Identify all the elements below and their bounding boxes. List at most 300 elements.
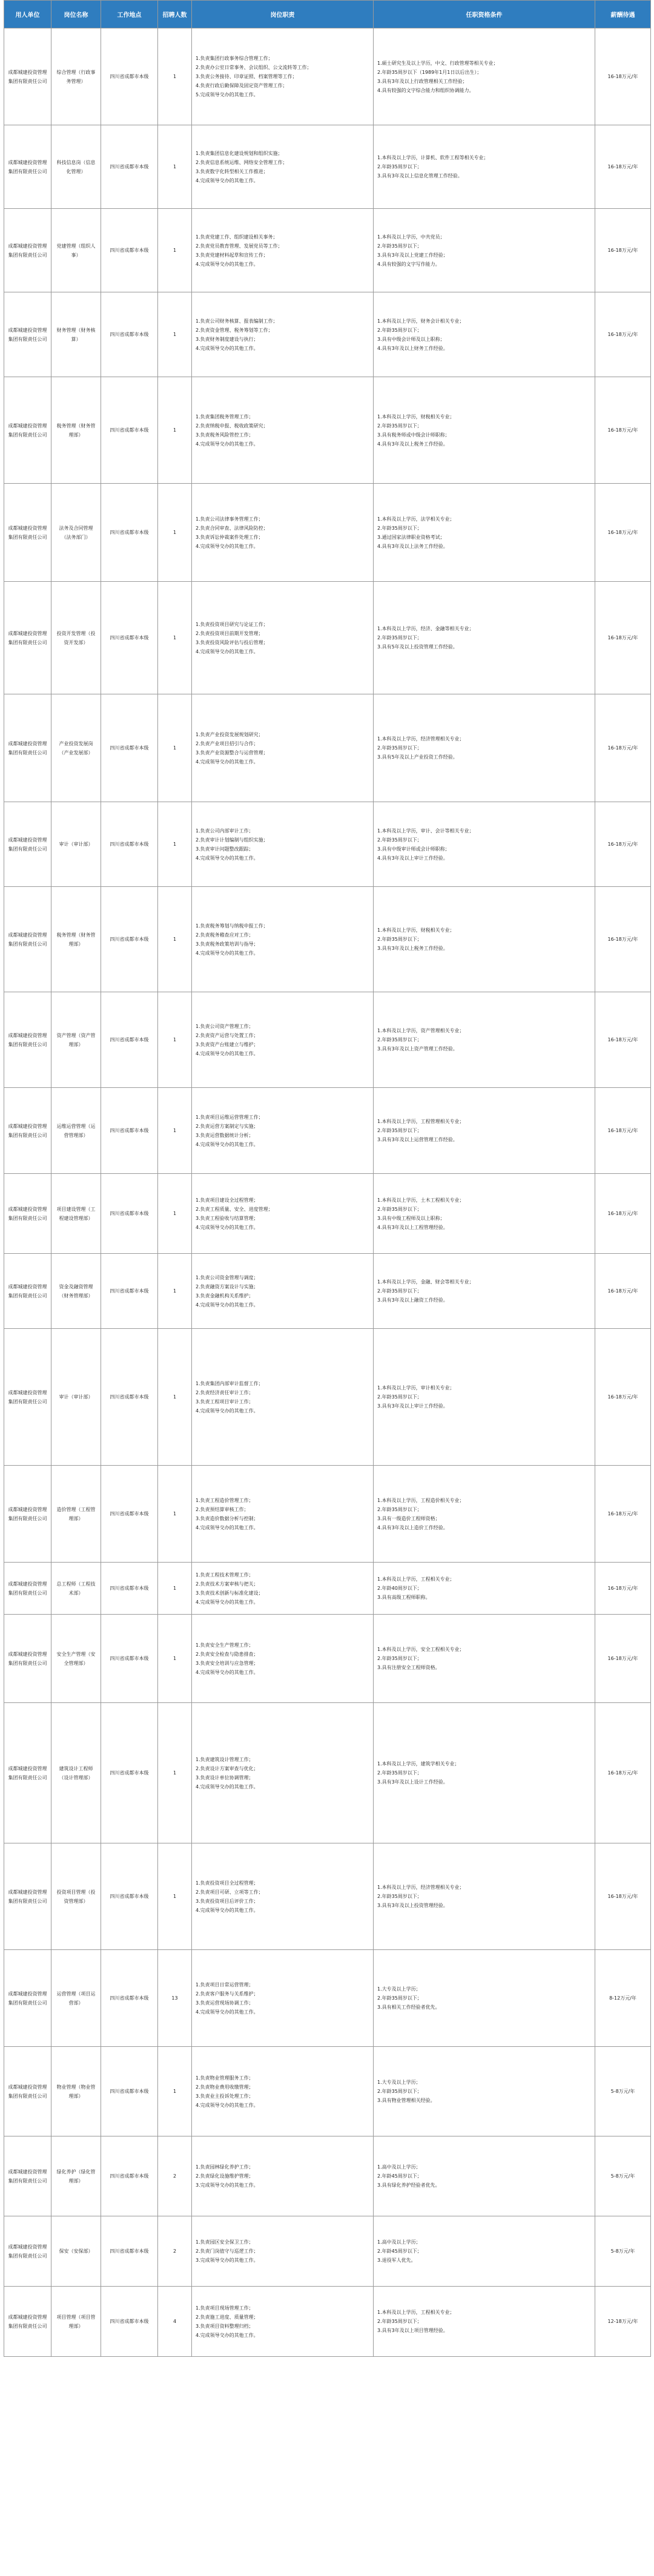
duty-line: 2.负责安全检查与隐患排查； [196,1651,259,1657]
duty-line: 3.负责诉讼仲裁案件处理工作； [196,534,263,540]
requirement-line: 1.本科及以上学历，财务会计相关专业； [377,318,464,324]
location-cell: 四川省成都市本级 [101,209,158,292]
location-cell: 四川省成都市本级 [101,1703,158,1843]
requirement-line: 3.具有3年及以上审计工作经验。 [377,1403,448,1409]
duty-line: 3.负责党建材料起草和宣传工作； [196,252,268,258]
duty-line: 1.负责公司法律事务管理工作； [196,516,263,522]
employer-cell: 成都城建投资管理集团有限责任公司 [4,992,51,1088]
duty-line: 1.负责安全生产管理工作； [196,1642,254,1648]
requirement-line: 1.本科及以上学历，经济管理相关专业； [377,736,464,742]
requirement-line: 2.年龄35周岁以下； [377,1995,422,2001]
requirement-line: 3.具有3年及以上党建工作经验； [377,252,448,258]
salary-cell: 16-18万元/年 [595,1615,651,1703]
header-headcount: 招聘人数 [158,1,192,28]
requirement-line: 2.年龄35周岁以下； [377,1506,422,1512]
location-cell: 四川省成都市本级 [101,2216,158,2287]
requirement-line: 3.具有3年及以上信息化管理工作经验。 [377,173,463,179]
duty-line: 1.负责园林绿化养护工作； [196,2164,254,2170]
requirement-line: 3.具有中级工程师及以上职称； [377,1215,445,1221]
header-position: 岗位名称 [51,1,101,28]
location-cell: 四川省成都市本级 [101,377,158,484]
duties-cell [192,1563,374,1615]
requirement-line: 1.本科及以上学历，审计、会计等相关专业； [377,828,474,834]
requirement-line: 2.年龄35周岁以下； [377,1894,422,1899]
header-row [4,1,651,28]
position-cell: 税务管理（财务管理部） [51,377,101,484]
duty-line: 2.负责施工进度、质量管理； [196,2314,259,2320]
duties-cell [192,2136,374,2216]
duty-line: 4.负责行政后勤保障及固定资产管理工作； [196,83,288,88]
headcount-cell: 1 [158,1563,192,1615]
table-row [4,1615,651,1703]
duty-line: 3.负责运营数据统计分析； [196,1132,254,1138]
requirement-line: 1.本科及以上学历，土木工程相关专业； [377,1197,464,1203]
duty-line: 4.完成领导交办的其他工作。 [196,345,259,351]
employer-cell: 成都城建投资管理集团有限责任公司 [4,28,51,125]
duties-cell [192,582,374,694]
requirement-line: 3.具有税务师或中级会计师职称； [377,432,450,438]
duty-line: 4.完成领导交办的其他工作。 [196,1669,259,1675]
headcount-cell: 1 [158,292,192,377]
requirement-line: 2.年龄35周岁以下； [377,2319,422,2324]
requirement-line: 4.具有3年及以上税务工作经验。 [377,441,448,447]
table-row [4,1088,651,1174]
duty-line: 4.完成领导交办的其他工作。 [196,759,259,765]
requirement-line: 3.具有绿化养护经验者优先。 [377,2182,440,2188]
employer-cell: 成都城建投资管理集团有限责任公司 [4,1329,51,1466]
requirement-line: 1.本科及以上学历，资产管理相关专业； [377,1028,464,1033]
requirement-line: 1.本科及以上学历，审计相关专业； [377,1385,455,1391]
requirement-line: 2.年龄35周岁以下； [377,1770,422,1776]
duty-line: 3.负责财务制度建设与执行； [196,336,259,342]
duty-line: 4.完成领导交办的其他工作。 [196,1784,259,1790]
duty-line: 4.完成领导交办的其他工作。 [196,855,259,861]
requirements-cell [374,1174,595,1254]
requirement-line: 1.本科及以上学历，安全工程相关专业； [377,1647,464,1652]
position-cell: 总工程师（工程技术部） [51,1563,101,1615]
position-cell: 运维运营管理（运营管理部） [51,1088,101,1174]
requirement-line: 3.具有5年及以上产业投资工作经验。 [377,754,458,760]
duty-line: 2.负责预结算审核工作； [196,1506,249,1512]
duty-line: 3.负责项目资料整理归档； [196,2323,254,2329]
duty-line: 3.负责资产台账建立与维护； [196,1041,259,1047]
duty-line: 4.完成领导交办的其他工作。 [196,2009,259,2015]
table-row [4,1329,651,1466]
duties-cell [192,1703,374,1843]
table-row [4,582,651,694]
duties-cell [192,992,374,1088]
location-cell: 四川省成都市本级 [101,1174,158,1254]
requirement-line: 2.年龄35周岁以下； [377,1128,422,1133]
duty-line: 3.负责数字化转型相关工作推进； [196,168,268,174]
requirement-line: 4.具有3年及以上财务工作经验。 [377,345,448,351]
location-cell: 四川省成都市本级 [101,1615,158,1703]
location-cell: 四川省成都市本级 [101,1563,158,1615]
duties-cell [192,1174,374,1254]
duty-line: 1.负责集团内部审计监督工作； [196,1380,263,1386]
salary-cell: 8-12万元/年 [595,1950,651,2047]
position-cell: 建筑设计工程师（设计管理部） [51,1703,101,1843]
duties-cell [192,694,374,802]
employer-cell: 成都城建投资管理集团有限责任公司 [4,1174,51,1254]
duty-line: 1.负责党建工作、组织建设相关事务； [196,234,278,240]
job-table [4,0,651,2357]
duty-line: 1.负责公司资金管理与调度； [196,1274,259,1280]
location-cell: 四川省成都市本级 [101,1843,158,1950]
headcount-cell: 4 [158,2287,192,2357]
employer-cell: 成都城建投资管理集团有限责任公司 [4,484,51,582]
salary-cell: 16-18万元/年 [595,1088,651,1174]
duty-line: 4.完成领导交办的其他工作。 [196,1050,259,1056]
duty-line: 1.负责工程造价管理工作； [196,1497,254,1503]
table-row [4,802,651,887]
headcount-cell: 1 [158,1615,192,1703]
requirement-line: 1.本科及以上学历，工程管理相关专业； [377,1119,464,1124]
duty-line: 2.负责设计方案审查与优化； [196,1765,259,1771]
requirements-cell [374,992,595,1088]
employer-cell: 成都城建投资管理集团有限责任公司 [4,125,51,209]
duty-line: 2.负责纳税申报、税收政策研究； [196,423,268,429]
duties-cell [192,377,374,484]
employer-cell: 成都城建投资管理集团有限责任公司 [4,1466,51,1563]
header-location: 工作地点 [101,1,158,28]
requirement-line: 1.本科及以上学历，财税相关专业； [377,413,455,420]
duty-line: 3.负责投资项目后评价工作； [196,1898,259,1904]
employer-cell: 成都城建投资管理集团有限责任公司 [4,694,51,802]
requirement-line: 4.具有3年及以上法务工作经验。 [377,543,448,549]
duties-cell [192,292,374,377]
duty-line: 3.负责审计问题整改跟踪； [196,846,254,852]
requirement-line: 1.本科及以上学历，中共党员； [377,234,445,240]
location-cell: 四川省成都市本级 [101,292,158,377]
duty-line: 2.负责合同审查、法律风险防控； [196,525,268,531]
duty-line: 4.完成领导交办的其他工作。 [196,441,259,447]
headcount-cell: 1 [158,802,192,887]
location-cell: 四川省成都市本级 [101,28,158,125]
duty-line: 1.负责建筑设计管理工作； [196,1756,254,1762]
position-cell: 法务及合同管理（法务部门） [51,484,101,582]
requirements-cell [374,1703,595,1843]
duties-cell [192,1254,374,1329]
duties-cell [192,484,374,582]
salary-cell: 16-18万元/年 [595,1703,651,1843]
headcount-cell: 2 [158,2216,192,2287]
duty-line: 1.负责工程技术管理工作； [196,1572,254,1578]
requirement-line: 1.大专及以上学历； [377,2080,421,2085]
requirement-line: 2.年龄35周岁以下； [377,1394,422,1400]
requirement-line: 3.具有3年及以上设计工作经验。 [377,1779,448,1785]
duties-cell [192,2216,374,2287]
requirement-line: 2.年龄35周岁以下； [377,1037,422,1043]
duty-line: 1.负责公司资产管理工作； [196,1023,254,1029]
location-cell: 四川省成都市本级 [101,1254,158,1329]
duty-line: 2.负责工程质量、安全、进度管理； [196,1206,273,1212]
salary-cell: 16-18万元/年 [595,992,651,1088]
duty-line: 2.负责审计计划编制与组织实施； [196,837,268,843]
location-cell: 四川省成都市本级 [101,2047,158,2136]
position-cell: 投资项目管理（投资管理部） [51,1843,101,1950]
requirement-line: 2.年龄35周岁以下； [377,745,422,751]
requirements-cell [374,209,595,292]
requirement-line: 2.年龄35周岁以下； [377,2089,422,2094]
position-cell: 财务管理（财务核算） [51,292,101,377]
position-cell: 保安（安保部） [51,2216,101,2287]
requirements-cell [374,377,595,484]
duty-line: 3.负责公务接待、印章证照、档案管理等工作； [196,74,297,79]
requirement-line: 1.本科及以上学历，经济管理相关专业； [377,1885,464,1890]
employer-cell: 成都城建投资管理集团有限责任公司 [4,1563,51,1615]
requirement-line: 1.本科及以上学历，计算机、软件工程等相关专业； [377,155,489,160]
duty-line: 1.负责投资项目全过程管理； [196,1880,259,1886]
requirements-cell [374,2287,595,2357]
table-row [4,377,651,484]
job-rows [4,28,651,2357]
duties-cell [192,2047,374,2136]
headcount-cell: 1 [158,125,192,209]
location-cell: 四川省成都市本级 [101,1950,158,2047]
employer-cell: 成都城建投资管理集团有限责任公司 [4,1703,51,1843]
headcount-cell: 1 [158,1466,192,1563]
salary-cell: 16-18万元/年 [595,582,651,694]
duty-line: 1.负责物业管理服务工作； [196,2075,254,2081]
requirement-line: 3.具有3年及以上投资管理经验。 [377,1903,448,1908]
table-row [4,694,651,802]
headcount-cell: 1 [158,1254,192,1329]
duty-line: 2.负责党员教育管理、发展党员等工作； [196,243,283,249]
table-row [4,2136,651,2216]
employer-cell: 成都城建投资管理集团有限责任公司 [4,1950,51,2047]
duty-line: 2.负责门岗值守与巡逻工作； [196,2248,259,2254]
duty-line: 1.负责项目现场管理工作； [196,2305,254,2311]
headcount-cell: 1 [158,887,192,992]
duty-line: 4.完成领导交办的其他工作。 [196,1408,259,1414]
table-row [4,125,651,209]
headcount-cell: 13 [158,1950,192,2047]
location-cell: 四川省成都市本级 [101,1329,158,1466]
requirements-cell [374,1843,595,1950]
headcount-cell: 1 [158,377,192,484]
table-row [4,209,651,292]
requirement-line: 4.具有较强的文字综合能力和组织协调能力。 [377,87,474,93]
duty-line: 4.完成领导交办的其他工作。 [196,1907,259,1913]
requirement-line: 1.硕士研究生及以上学历，中文、行政管理等相关专业； [377,60,498,66]
duties-cell [192,28,374,125]
requirement-line: 3.具有3年及以上资产管理工作经验。 [377,1046,458,1052]
duty-line: 2.负责资金管理、税务筹划等工作； [196,327,273,333]
salary-cell: 16-18万元/年 [595,1174,651,1254]
requirement-line: 2.年龄45周岁以下； [377,2248,422,2254]
headcount-cell: 1 [158,209,192,292]
headcount-cell: 1 [158,1174,192,1254]
requirement-line: 3.具有一级造价工程师资格； [377,1515,440,1521]
table-row [4,292,651,377]
duty-line: 2.负责融资方案设计与实施； [196,1283,259,1290]
duty-line: 4.完成领导交办的其他工作。 [196,1141,259,1147]
requirement-line: 3.通过国家法律职业资格考试； [377,534,445,540]
duty-line: 1.负责集团税务管理工作； [196,413,254,420]
position-cell: 科技信息岗（信息化管理） [51,125,101,209]
requirement-line: 2.年龄35周岁以下； [377,1656,422,1661]
requirements-cell [374,694,595,802]
table-row [4,28,651,125]
location-cell: 四川省成都市本级 [101,992,158,1088]
location-cell: 四川省成都市本级 [101,694,158,802]
headcount-cell: 1 [158,1329,192,1466]
employer-cell: 成都城建投资管理集团有限责任公司 [4,1088,51,1174]
requirement-line: 1.本科及以上学历，金融、财会等相关专业； [377,1279,474,1285]
duty-line: 4.完成领导交办的其他工作。 [196,177,259,183]
employer-cell: 成都城建投资管理集团有限责任公司 [4,1615,51,1703]
headcount-cell: 1 [158,992,192,1088]
requirement-line: 2.年龄35周岁以下； [377,1206,422,1212]
duty-line: 3.负责安全培训与应急管理； [196,1660,259,1666]
duty-line: 2.负责绿化设施维护管理； [196,2173,254,2179]
table-row [4,1174,651,1254]
position-cell: 项目管理（项目管理部） [51,2287,101,2357]
headcount-cell: 1 [158,1703,192,1843]
position-cell: 资产管理（资产管理部） [51,992,101,1088]
salary-cell: 16-18万元/年 [595,484,651,582]
salary-cell: 16-18万元/年 [595,377,651,484]
table-row [4,1254,651,1329]
employer-cell: 成都城建投资管理集团有限责任公司 [4,802,51,887]
requirement-line: 2.年龄35周岁以下； [377,1288,422,1294]
requirement-line: 1.大专及以上学历； [377,1986,421,1992]
headcount-cell: 1 [158,28,192,125]
position-cell: 税务管理（财务管理部） [51,887,101,992]
requirement-line: 2.年龄35周岁以下； [377,837,422,843]
duty-line: 1.负责产业投资发展规划研究； [196,731,263,737]
employer-cell: 成都城建投资管理集团有限责任公司 [4,292,51,377]
salary-cell: 5-8万元/年 [595,2216,651,2287]
requirements-cell [374,1329,595,1466]
salary-cell: 5-8万元/年 [595,2136,651,2216]
location-cell: 四川省成都市本级 [101,2287,158,2357]
requirement-line: 3.具有3年及以上运营管理工作经验。 [377,1137,458,1142]
salary-cell: 16-18万元/年 [595,28,651,125]
position-cell: 审计（审计部） [51,802,101,887]
table-row [4,1466,651,1563]
duty-line: 1.负责项目运维运营管理工作； [196,1114,263,1120]
duties-cell [192,2287,374,2357]
requirements-cell [374,484,595,582]
salary-cell: 16-18万元/年 [595,209,651,292]
duty-line: 2.负责客户服务与关系维护； [196,1991,259,1997]
duties-cell [192,1843,374,1950]
duty-line: 3.负责工程项目审计工作； [196,1398,254,1405]
duty-line: 4.完成领导交办的其他工作。 [196,543,259,549]
location-cell: 四川省成都市本级 [101,1088,158,1174]
position-cell: 产业投资发展岗（产业发展部） [51,694,101,802]
duty-line: 1.负责集团行政事务综合管理工作； [196,56,273,61]
position-cell: 投资开发管理（投资开发部） [51,582,101,694]
requirement-line: 3.具有高级工程师职称。 [377,1595,431,1600]
requirement-line: 3.具有5年及以上投资管理工作经验。 [377,644,458,650]
salary-cell: 16-18万元/年 [595,1329,651,1466]
requirement-line: 2.年龄35周岁以下； [377,937,422,942]
requirement-line: 2.年龄35周岁以下； [377,423,422,429]
table-row [4,2287,651,2357]
headcount-cell: 1 [158,582,192,694]
requirements-cell [374,1563,595,1615]
header-requirements: 任职资格条件 [374,1,595,28]
salary-cell: 12-18万元/年 [595,2287,651,2357]
salary-cell: 16-18万元/年 [595,1563,651,1615]
duty-line: 2.负责技术方案审核与把关； [196,1581,259,1587]
duty-line: 2.负责项目可研、立项等工作； [196,1889,263,1895]
employer-cell: 成都城建投资管理集团有限责任公司 [4,2136,51,2216]
requirement-line: 2.年龄35周岁以下； [377,327,422,333]
location-cell: 四川省成都市本级 [101,2136,158,2216]
requirement-line: 1.本科及以上学历，经济、金融等相关专业； [377,626,474,631]
requirements-cell [374,292,595,377]
table-row [4,1703,651,1843]
salary-cell: 16-18万元/年 [595,1466,651,1563]
duty-line: 3.负责金融机构关系维护； [196,1293,254,1299]
employer-cell: 成都城建投资管理集团有限责任公司 [4,1843,51,1950]
location-cell: 四川省成都市本级 [101,125,158,209]
table-row [4,484,651,582]
duty-line: 3.负责业主投诉处理工作； [196,2093,254,2099]
duty-line: 4.完成领导交办的其他工作。 [196,1599,259,1605]
salary-cell: 16-18万元/年 [595,1254,651,1329]
duties-cell [192,1466,374,1563]
location-cell: 四川省成都市本级 [101,484,158,582]
requirement-line: 2.年龄35周岁以下； [377,164,422,170]
employer-cell: 成都城建投资管理集团有限责任公司 [4,582,51,694]
duties-cell [192,1329,374,1466]
duty-line: 4.完成领导交办的其他工作。 [196,1224,259,1230]
salary-cell: 16-18万元/年 [595,125,651,209]
requirement-line: 4.具有3年及以上工程管理经验。 [377,1224,448,1230]
requirements-cell [374,582,595,694]
duty-line: 2.负责经济责任审计工作； [196,1389,254,1395]
salary-cell: 16-18万元/年 [595,802,651,887]
duty-line: 3.负责投资风险评估与投后管理； [196,639,268,645]
requirement-line: 1.本科及以上学历，工程相关专业； [377,2310,455,2315]
duty-line: 2.负责资产运营与处置工作； [196,1032,259,1038]
requirements-cell [374,887,595,992]
employer-cell: 成都城建投资管理集团有限责任公司 [4,377,51,484]
duty-line: 2.负责产业项目招引与合作； [196,740,259,746]
requirement-line: 1.本科及以上学历，财税相关专业； [377,927,455,933]
requirement-line: 3.具有相关工作经验者优先。 [377,2004,440,2010]
duties-cell [192,802,374,887]
salary-cell: 5-8万元/年 [595,2047,651,2136]
requirements-cell [374,1615,595,1703]
header-employer: 用人单位 [4,1,51,28]
position-cell: 资金及融资管理（财务管理部） [51,1254,101,1329]
duty-line: 1.负责项目日常运营管理； [196,1981,254,1988]
duty-line: 2.负责物业费用收缴管理； [196,2084,254,2090]
requirements-cell [374,28,595,125]
duties-cell [192,209,374,292]
duty-line: 1.负责税务筹划与纳税申报工作； [196,923,268,929]
headcount-cell: 2 [158,2136,192,2216]
duty-line: 3.负责造价数据分析与控制； [196,1515,259,1521]
duty-line: 4.完成领导交办的其他工作。 [196,2102,259,2108]
headcount-cell: 1 [158,484,192,582]
duty-line: 1.负责集团信息化建设规划和组织实施； [196,150,283,156]
duty-line: 4.完成领导交办的其他工作。 [196,2332,259,2338]
duty-line: 2.负责办公室日常事务、会议组织、公文流转等工作； [196,65,312,70]
duty-line: 3.负责税务风险管控工作； [196,432,254,438]
position-cell: 物业管理（物业管理部） [51,2047,101,2136]
requirement-line: 3.具有3年及以上融资工作经验。 [377,1297,448,1303]
duty-line: 2.负责信息系统运维、网络安全管理工作； [196,159,288,165]
table-row [4,2047,651,2136]
requirement-line: 1.本科及以上学历，法学相关专业； [377,516,455,522]
